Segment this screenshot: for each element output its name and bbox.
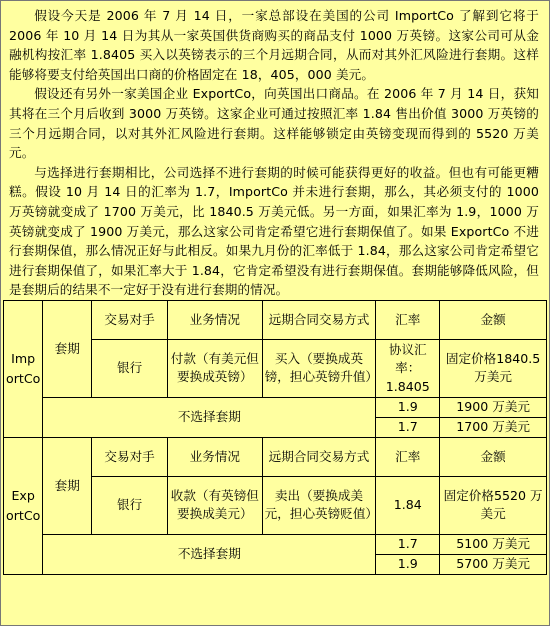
hedging-table: [3, 300, 547, 575]
amount-cell: 1900 万美元: [440, 397, 547, 417]
rate-cell: 1.9: [376, 554, 440, 574]
method-cell: 买入（要换成英镑，担心英镑升值）: [262, 339, 376, 397]
header-party: 交易对手: [92, 300, 168, 339]
method-cell: 卖出（要换成美元，担心英镑贬值）: [262, 476, 376, 534]
party-cell: 银行: [92, 339, 168, 397]
rate-cell: 1.9: [376, 397, 440, 417]
header-party: 交易对手: [92, 437, 168, 476]
rate-cell: 1.7: [376, 417, 440, 437]
hedge-label: 套期: [43, 437, 92, 534]
rate-cell: 1.7: [376, 534, 440, 554]
header-rate: 汇率: [376, 300, 440, 339]
header-method: 远期合同交易方式: [262, 437, 376, 476]
table-row: [4, 397, 547, 417]
hedge-label: 套期: [43, 300, 92, 397]
header-amount: 金额: [440, 300, 547, 339]
paragraph-exportco: 假设还有另外一家美国企业 ExportCo，向英国出口商品。在 2006 年 7 月 14 日，获知其将在三个月后收到 3000 万英镑。这家企业可通过按照汇率 1.84 售出价值 3000 万英镑的三个月远期合同，以对其外汇风险进行套期。这样能够锁定由英镑变现而得到的 5520 万美元。: [9, 86, 539, 161]
amount-cell: 5100 万美元: [440, 534, 547, 554]
company-exportco: Exp ortCo: [4, 437, 43, 574]
amount-cell: 固定价格1840.5 万美元: [440, 339, 547, 397]
business-cell: 收款（有英镑但要换成美元）: [167, 476, 262, 534]
business-cell: 付款（有美元但要换成英镑）: [167, 339, 262, 397]
header-method: 远期合同交易方式: [262, 300, 376, 339]
company-importco: Imp ortCo: [4, 300, 43, 437]
amount-cell: 5700 万美元: [440, 554, 547, 574]
table-row: [4, 534, 547, 554]
header-amount: 金额: [440, 437, 547, 476]
no-hedge-label: 不选择套期: [43, 397, 376, 437]
header-business: 业务情况: [167, 437, 262, 476]
party-cell: 银行: [92, 476, 168, 534]
amount-cell: 1700 万美元: [440, 417, 547, 437]
header-business: 业务情况: [167, 300, 262, 339]
table-row: [4, 437, 547, 476]
table-row: [4, 300, 547, 339]
paragraph-comparison: 与选择进行套期相比，公司选择不进行套期的时候可能获得更好的收益。但也有可能更糟糕。假设 10 月 14 日的汇率为 1.7，ImportCo 并未进行套期，那么，其必须支付的 1000 万英镑就变成了 1700 万美元，比 1840.5 万美元低。另一方面，如果汇率为 1.9，1000 万英镑就变成了 1900 万美元，那么这家公司肯定希望它进行套期保值了。如果 ExportCo 不进行套期保值，那么情况正好与此相反。如果九月份的汇率低于 1.84，那么这家公司肯定希望它进行套期保值了，如果汇率大于 1.84，它肯定希望没有进行套期保值。套期能够降低风险，但是套期后的结果不一定好于没有进行套期的情况。: [9, 164, 539, 298]
no-hedge-label: 不选择套期: [43, 534, 376, 574]
rate-cell: 协议汇率：1.8405: [376, 339, 440, 397]
paragraph-importco: 假设今天是 2006 年 7 月 14 日，一家总部设在美国的公司 ImportCo 了解到它将于 2006 年 10 月 14 日为其从一家英国供货商购买的商品支付 1000 万英镑。这家公司可从金融机构按汇率 1.8405 买入以英镑表示的三个月远期合同，从而对其外汇风险进行套期。这样能够将要支付给英国出口商的价格固定在 18，405，000 美元。: [9, 8, 539, 82]
rate-cell: 1.84: [376, 476, 440, 534]
amount-cell: 固定价格5520 万美元: [440, 476, 547, 534]
header-rate: 汇率: [376, 437, 440, 476]
